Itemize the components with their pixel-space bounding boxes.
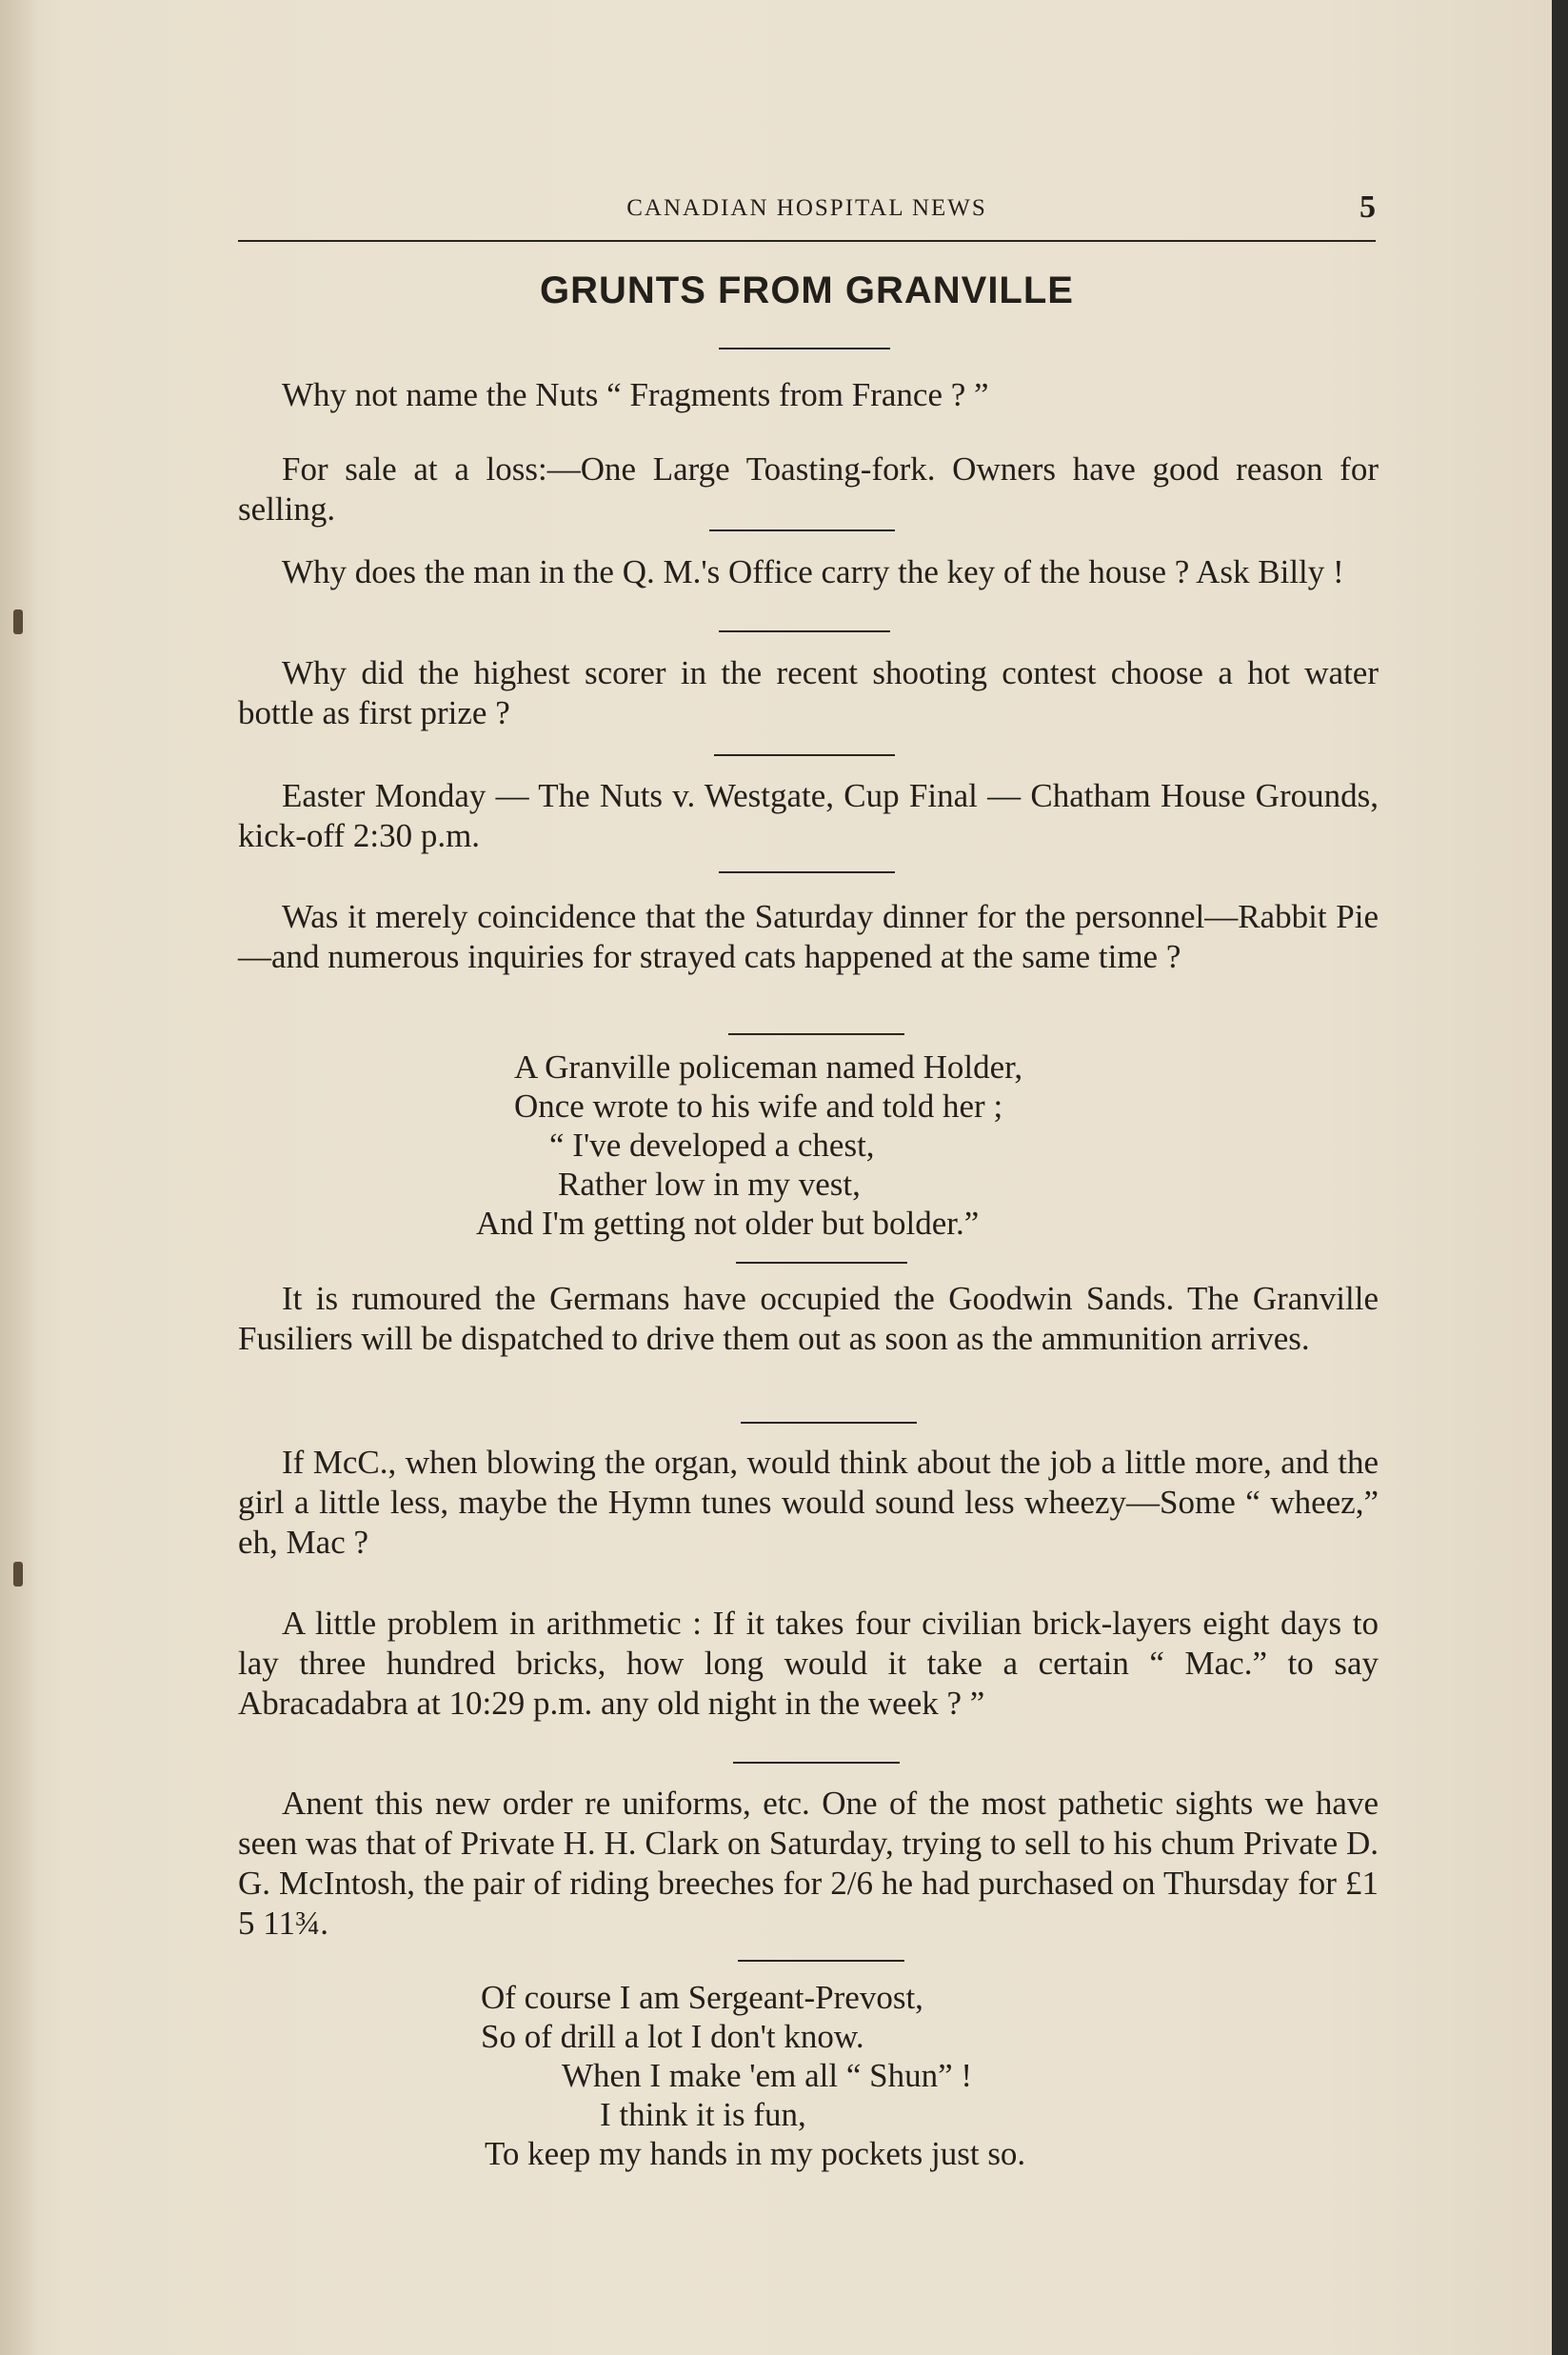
verse-line: And I'm getting not older but bolder.”	[476, 1205, 980, 1242]
limerick	[476, 1048, 1023, 1243]
item-separator	[709, 529, 895, 531]
item-paragraph: Why not name the Nuts “ Fragments from France ? ”	[282, 376, 989, 413]
verse-line: A Granville policeman named Holder,	[514, 1048, 1023, 1086]
item-separator	[714, 754, 895, 756]
item-paragraph: Anent this new order re uniforms, etc. One of the most pathetic sights we have seen was that of Private H. H. Clark on Saturday, trying to sell to his chum Private D. G. McIntosh, the pair of riding breeches for 2/6 he had purchased on Thursday for £1 5 11¾.	[238, 1785, 1379, 1942]
verse-line: So of drill a lot I don't know.	[481, 2018, 864, 2055]
item-separator	[719, 871, 895, 873]
staple-mark	[13, 609, 23, 634]
running-head: CANADIAN HOSPITAL NEWS	[626, 195, 987, 221]
item-separator	[736, 1262, 907, 1264]
verse-line: “ I've developed a chest,	[549, 1127, 875, 1164]
item-separator	[728, 1033, 904, 1035]
title-separator	[719, 348, 890, 349]
staple-mark	[13, 1562, 23, 1587]
item-paragraph: Why did the highest scorer in the recent shooting contest choose a hot water bottle as first prize ?	[238, 654, 1379, 731]
verse-line: Rather low in my vest,	[558, 1166, 861, 1203]
verse-line: To keep my hands in my pockets just so.	[485, 2135, 1026, 2172]
verse-line: I think it is fun,	[600, 2096, 806, 2133]
item-paragraph: It is rumoured the Germans have occupied the Goodwin Sands. The Granville Fusiliers will be dispatched to drive them out as soon as the ammunition arrives.	[238, 1280, 1379, 1357]
page-number: 5	[1360, 190, 1376, 225]
page-header	[238, 190, 1376, 233]
article-title: GRUNTS FROM GRANVILLE	[540, 269, 1074, 311]
item-separator	[719, 630, 890, 632]
item-separator	[738, 1960, 904, 1962]
item-paragraph: Why does the man in the Q. M.'s Office carry the key of the house ? Ask Billy !	[282, 553, 1344, 590]
item-paragraph: Was it merely coincidence that the Saturday dinner for the personnel—Rabbit Pie—and numerous inquiries for strayed cats happened at the same time ?	[238, 898, 1379, 975]
item-paragraph: If McC., when blowing the organ, would think about the job a little more, and the girl a little less, maybe the Hymn tunes would sound less wheezy—Some “ wheez,” eh, Mac ?	[238, 1444, 1379, 1561]
binding-edge	[0, 0, 38, 2355]
header-rule	[238, 240, 1376, 242]
item-separator	[741, 1422, 917, 1424]
item-paragraph: Easter Monday — The Nuts v. Westgate, Cup Final — Chatham House Grounds, kick-off 2:30 p.m.	[238, 777, 1379, 854]
item-separator	[733, 1762, 900, 1764]
verse	[481, 1978, 1025, 2173]
verse-line: Of course I am Sergeant-Prevost,	[481, 1979, 923, 2016]
verse-line: Once wrote to his wife and told her ;	[514, 1088, 1003, 1125]
verse-line: When I make 'em all “ Shun” !	[562, 2057, 973, 2094]
item-paragraph: A little problem in arithmetic : If it takes four civilian brick-layers eight days to lay three hundred bricks, how long would it take a certain “ Mac.” to say Abracadabra at 10:29 p.m. any old night in the week ? ”	[238, 1605, 1379, 1722]
item-paragraph: For sale at a loss:—One Large Toasting-fork. Owners have good reason for selling.	[238, 450, 1379, 528]
